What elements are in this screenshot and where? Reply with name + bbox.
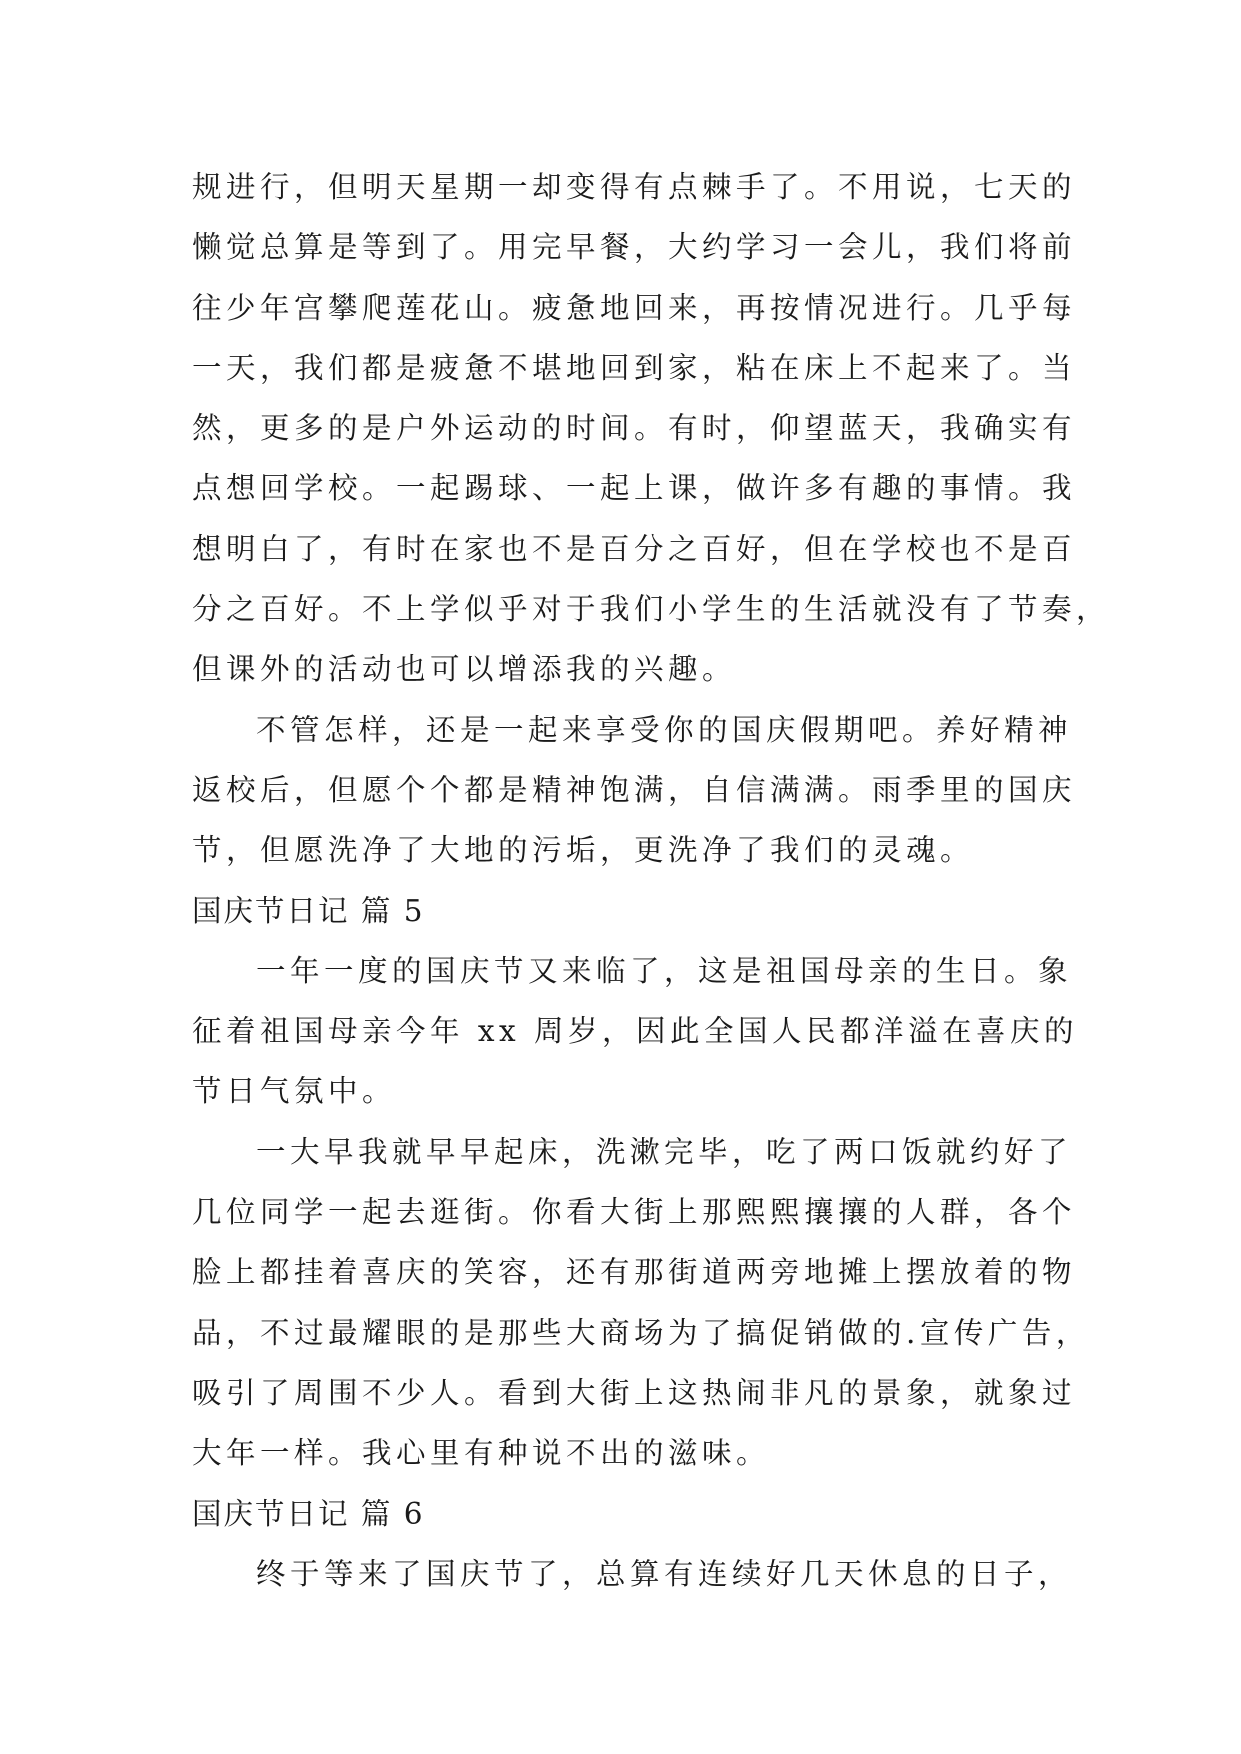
paragraph-line: 但课外的活动也可以增添我的兴趣。: [192, 652, 737, 687]
paragraph-line: 一年一度的国庆节又来临了，这是祖国母亲的生日。象: [256, 953, 1073, 988]
paragraph-line: 想明白了，有时在家也不是百分之百好，但在学校也不是百: [192, 531, 1077, 566]
paragraph-line: 一天，我们都是疲惫不堪地回到家，粘在床上不起来了。当: [192, 350, 1077, 385]
paragraph-line: 征着祖国母亲今年 xx 周岁，因此全国人民都洋溢在喜庆的: [192, 1014, 1079, 1049]
paragraph-line: 几位同学一起去逛街。你看大街上那熙熙攘攘的人群，各个: [192, 1195, 1077, 1230]
paragraph-line: 往少年宫攀爬莲花山。疲惫地回来，再按情况进行。几乎每: [192, 290, 1077, 325]
paragraph-line: 大年一样。我心里有种说不出的滋味。: [192, 1436, 771, 1471]
paragraph-line: 品，不过最耀眼的是那些大商场为了搞促销做的.宣传广告，: [192, 1315, 1090, 1350]
paragraph-line: 分之百好。不上学似乎对于我们小学生的生活就没有了节奏，: [192, 592, 1111, 627]
paragraph-line: 懒觉总算是等到了。用完早餐，大约学习一会儿，我们将前: [192, 230, 1077, 265]
paragraph-line: 脸上都挂着喜庆的笑容，还有那街道两旁地摊上摆放着的物: [192, 1255, 1077, 1290]
paragraph-line: 然，更多的是户外运动的时间。有时，仰望蓝天，我确实有: [192, 411, 1077, 446]
paragraph-line: 点想回学校。一起踢球、一起上课，做许多有趣的事情。我: [192, 471, 1077, 506]
document-body: [192, 157, 1111, 1604]
paragraph-line: 不管怎样，还是一起来享受你的国庆假期吧。养好精神: [256, 712, 1073, 747]
paragraph-line: 节日气氛中。: [192, 1074, 397, 1109]
section-heading: 国庆节日记 篇 5: [192, 893, 425, 928]
paragraph-line: 返校后，但愿个个都是精神饱满，自信满满。雨季里的国庆: [192, 772, 1077, 807]
paragraph-line: 规进行，但明天星期一却变得有点棘手了。不用说，七天的: [192, 170, 1077, 204]
paragraph-line: 一大早我就早早起床，洗漱完毕，吃了两口饭就约好了: [256, 1134, 1073, 1169]
section-heading: 国庆节日记 篇 6: [192, 1496, 425, 1531]
paragraph-line: 吸引了周围不少人。看到大街上这热闹非凡的景象，就象过: [192, 1375, 1077, 1410]
paragraph-line: 终于等来了国庆节了，总算有连续好几天休息的日子，: [256, 1556, 1073, 1591]
paragraph-line: 节，但愿洗净了大地的污垢，更洗净了我们的灵魂。: [192, 833, 975, 868]
